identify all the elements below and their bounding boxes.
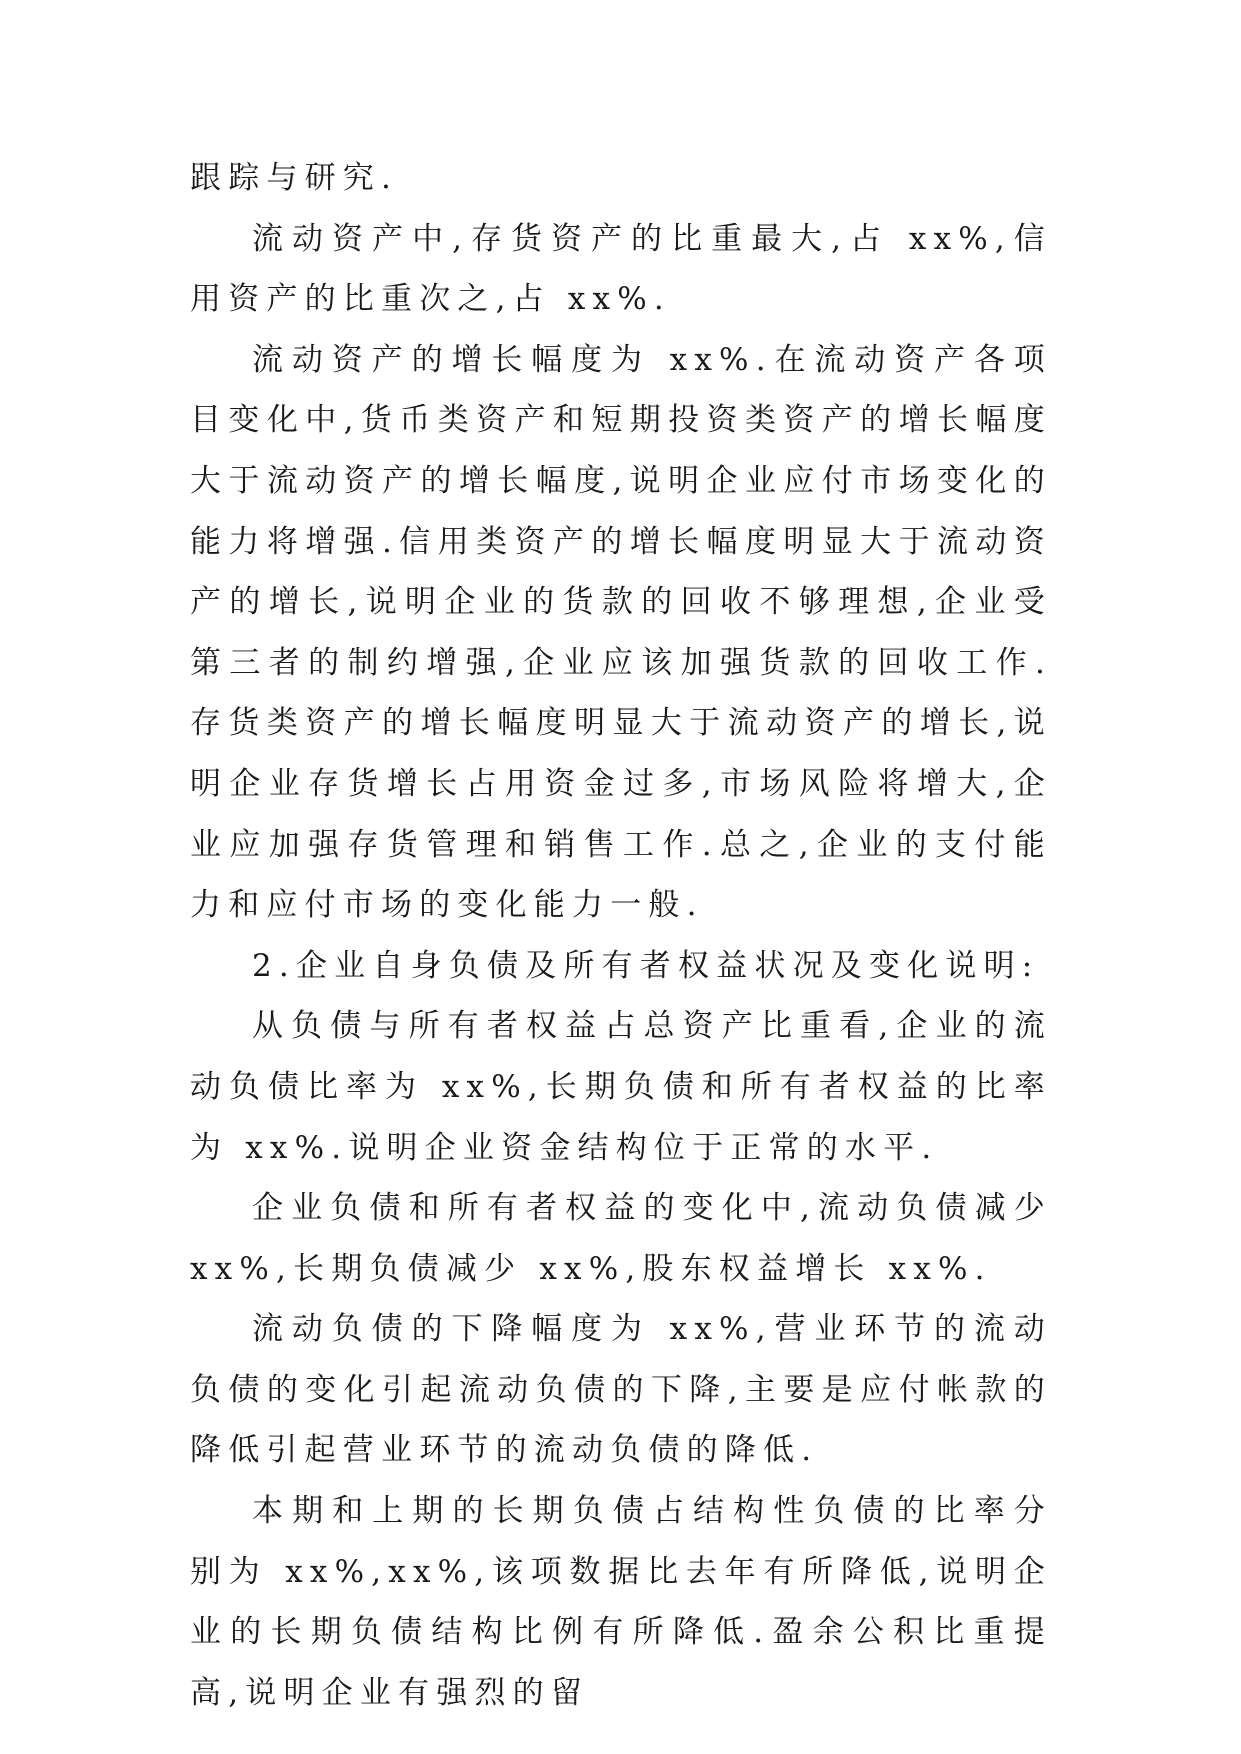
paragraph-long-term-liability-ratio: 本期和上期的长期负债占结构性负债的比率分别为 xx%,xx%,该项数据比去年有所降低,说明企业的长期负债结构比例有所降低.盈余公积比重提高,说明企业有强烈的留 xyxy=(190,1493,1052,1711)
paragraph-current-liability-decline: 流动负债的下降幅度为 xx%,营业环节的流动负债的变化引起流动负债的下降,主要是应付帐款的降低引起营业环节的流动负债的降低. xyxy=(190,1311,1052,1469)
paragraph-current-assets-share: 流动资产中,存货资产的比重最大,占 xx%,信用资产的比重次之,占 xx%. xyxy=(190,220,1052,318)
paragraph-current-assets-growth: 流动资产的增长幅度为 xx%.在流动资产各项目变化中,货币类资产和短期投资类资产的增长幅度大于流动资产的增长幅度,说明企业应付市场变化的能力将增强.信用类资产的增长幅度明显大于流动资产的增长,说明企业的货款的回收不够理想,企业受第三者的制约增强,企业应该加强货款的回收工作.存货类资产的增长幅度明显大于流动资产的增长,说明企业存货增长占用资金过多,市场风险将增大,企业应加强存货管理和销售工作.总之,企业的支付能力和应付市场的变化能力一般. xyxy=(190,341,1052,924)
section-heading-liabilities-equity: 2.企业自身负债及所有者权益状况及变化说明: xyxy=(252,947,1040,984)
paragraph-liability-ratio: 从负债与所有者权益占总资产比重看,企业的流动负债比率为 xx%,长期负债和所有者权益的比率为 xx%.说明企业资金结构位于正常的水平. xyxy=(190,1008,1052,1166)
body-text xyxy=(190,148,1052,1723)
paragraph-continuation: 跟踪与研究. xyxy=(190,160,399,196)
paragraph-liability-changes: 企业负债和所有者权益的变化中,流动负债减少 xx%,长期负债减少 xx%,股东权益增长 xx%. xyxy=(190,1190,1052,1287)
